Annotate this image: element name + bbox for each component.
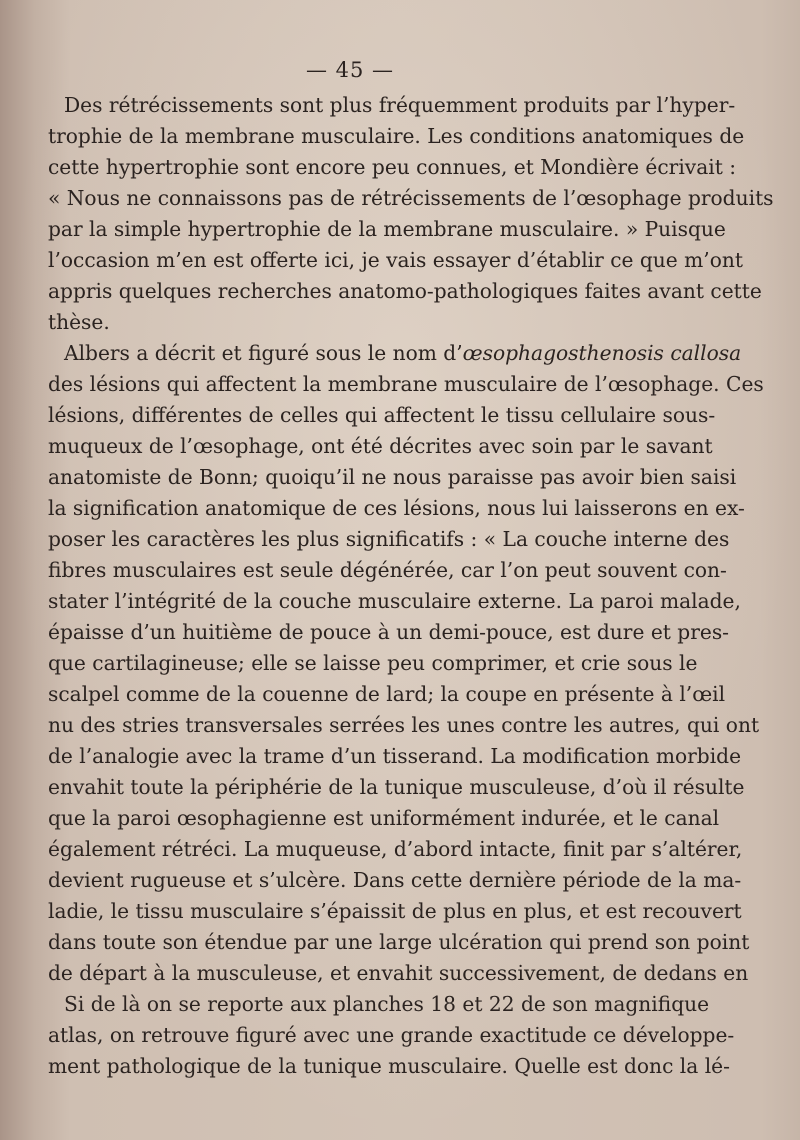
text-line: également rétréci. La muqueuse, d’abord intacte, finit par s’altérer,: [48, 837, 743, 861]
text-line: [48, 338, 742, 369]
text-line: muqueux de l’œsophage, ont été décrites avec soin par le savant: [48, 434, 713, 458]
text-line: de départ à la musculeuse, et envahit successivement, de dedans en: [48, 961, 749, 985]
text-line: par la simple hypertrophie de la membrane musculaire. » Puisque: [48, 217, 726, 241]
paragraph-3: [48, 989, 735, 1082]
text-line: que la paroi œsophagienne est uniformément indurée, et le canal: [48, 806, 720, 830]
text-line: appris quelques recherches anatomo-pathologiques faites avant cette: [48, 279, 762, 303]
text-line: atlas, on retrouve figuré avec une grande exactitude ce développe-: [48, 1023, 735, 1047]
text-line: anatomiste de Bonn; quoiqu’il ne nous paraisse pas avoir bien saisi: [48, 465, 737, 489]
text-line: Si de là on se reporte aux planches 18 et 22 de son magnifique: [64, 992, 710, 1016]
body-text: [48, 90, 774, 1082]
text-line: nu des stries transversales serrées les unes contre les autres, qui ont: [48, 713, 760, 737]
text-line: scalpel comme de la couenne de lard; la coupe en présente à l’œil: [48, 682, 726, 706]
text-line: fibres musculaires est seule dégénérée, car l’on peut souvent con-: [48, 558, 727, 582]
text-line: thèse.: [48, 310, 110, 334]
text-line: ladie, le tissu musculaire s’épaissit de plus en plus, et est recouvert: [48, 899, 742, 923]
text-fragment: Albers a décrit et figuré sous le nom d’: [64, 341, 463, 365]
text-line: devient rugueuse et s’ulcère. Dans cette dernière période de la ma-: [48, 868, 742, 892]
paragraph-1: [48, 90, 774, 338]
text-line: épaisse d’un huitième de pouce à un demi-pouce, est dure et pres-: [48, 620, 730, 644]
paragraph-2: [48, 338, 764, 989]
latin-term: œsophagosthenosis callosa: [462, 341, 742, 365]
text-line: poser les caractères les plus significatifs : « La couche interne des: [48, 527, 730, 551]
text-line: de l’analogie avec la trame d’un tisserand. La modification morbide: [48, 744, 742, 768]
text-line: dans toute son étendue par une large ulcération qui prend son point: [48, 930, 750, 954]
page-number: — 45 —: [305, 58, 395, 82]
text-line: « Nous ne connaissons pas de rétrécissements de l’œsophage produits: [48, 186, 774, 210]
text-line: que cartilagineuse; elle se laisse peu comprimer, et crie sous le: [48, 651, 698, 675]
text-line: des lésions qui affectent la membrane musculaire de l’œsophage. Ces: [48, 372, 764, 396]
text-line: stater l’intégrité de la couche musculaire externe. La paroi malade,: [48, 589, 741, 613]
text-line: cette hypertrophie sont encore peu connues, et Mondière écrivait :: [48, 155, 737, 179]
text-line: Des rétrécissements sont plus fréquemment produits par l’hyper-: [64, 93, 736, 117]
text-line: ment pathologique de la tunique musculaire. Quelle est donc la lé-: [48, 1054, 730, 1078]
text-line: envahit toute la périphérie de la tunique musculeuse, d’où il résulte: [48, 775, 745, 799]
text-line: la signification anatomique de ces lésions, nous lui laisserons en ex-: [48, 496, 745, 520]
text-line: trophie de la membrane musculaire. Les conditions anatomiques de: [48, 124, 745, 148]
text-line: lésions, différentes de celles qui affectent le tissu cellulaire sous-: [48, 403, 716, 427]
text-line: l’occasion m’en est offerte ici, je vais essayer d’établir ce que m’ont: [48, 248, 743, 272]
